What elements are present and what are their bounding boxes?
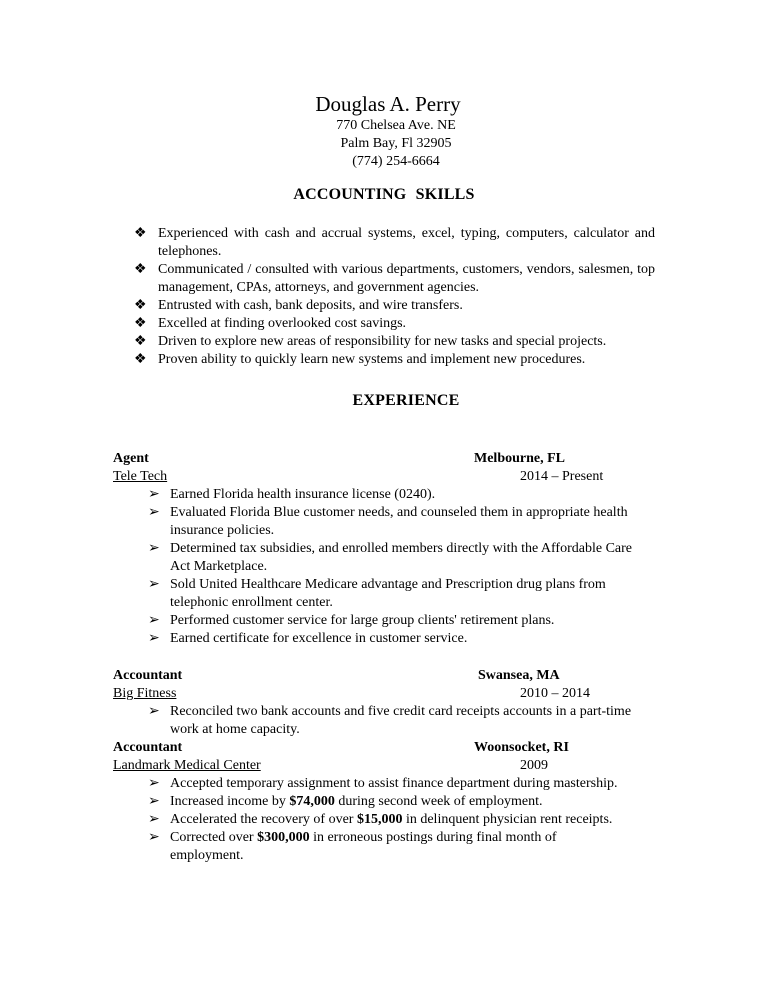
list-item: ➢ Performed customer service for large group clients' retirement plans. xyxy=(148,613,555,628)
skills-list xyxy=(134,225,655,369)
arrow-bullet-icon: ➢ xyxy=(148,541,160,556)
list-item: ➢ Increased income by $74,000 during second week of employment. xyxy=(148,794,543,809)
job-company: Tele Tech xyxy=(113,469,168,484)
skill-item: ❖ Experienced with cash and accrual systems, excel, typing, computers, calculator and telephones. xyxy=(134,226,655,259)
skill-item: ❖ Proven ability to quickly learn new systems and implement new procedures. xyxy=(134,352,586,367)
job-company: Big Fitness xyxy=(113,686,177,701)
list-item: ➢ Reconciled two bank accounts and five credit card receipts accounts in a part-time work at home capacity. xyxy=(148,704,632,737)
job-bullets xyxy=(148,486,648,648)
skill-item: ❖ Communicated / consulted with various departments, customers, vendors, salesmen, top management, CPAs, attorneys, and government agencies. xyxy=(134,262,655,295)
address-line-1: 770 Chelsea Ave. NE xyxy=(336,118,456,133)
list-item: ➢ Earned Florida health insurance license (0240). xyxy=(148,487,436,502)
arrow-bullet-icon: ➢ xyxy=(148,830,160,845)
job-company: Landmark Medical Center xyxy=(113,758,261,773)
job-title: Accountant xyxy=(113,668,183,683)
diamond-bullet-icon: ❖ xyxy=(134,262,147,277)
list-item: ➢ Corrected over $300,000 in erroneous postings during final month of employment. xyxy=(148,830,557,863)
arrow-bullet-icon: ➢ xyxy=(148,704,160,719)
job-location: Melbourne, FL xyxy=(474,451,565,466)
job-dates: 2009 xyxy=(520,758,548,773)
arrow-bullet-icon: ➢ xyxy=(148,794,160,809)
list-item: ➢ Earned certificate for excellence in customer service. xyxy=(148,631,468,646)
job-bullets xyxy=(148,703,648,739)
skill-item: ❖ Excelled at finding overlooked cost savings. xyxy=(134,316,407,331)
skill-item: ❖ Entrusted with cash, bank deposits, and wire transfers. xyxy=(134,298,463,313)
address-line-2: Palm Bay, Fl 32905 xyxy=(340,136,452,151)
phone-number: (774) 254-6664 xyxy=(352,154,440,169)
diamond-bullet-icon: ❖ xyxy=(134,298,147,313)
list-item: ➢ Evaluated Florida Blue customer needs, and counseled them in appropriate health insurance policies. xyxy=(148,505,628,538)
diamond-bullet-icon: ❖ xyxy=(134,316,147,331)
arrow-bullet-icon: ➢ xyxy=(148,812,160,827)
arrow-bullet-icon: ➢ xyxy=(148,631,160,646)
list-item: ➢ Determined tax subsidies, and enrolled members directly with the Affordable Care Act Marketplace. xyxy=(148,541,632,574)
job-location: Woonsocket, RI xyxy=(474,740,569,755)
skills-heading: ACCOUNTING SKILLS xyxy=(293,186,475,203)
experience-heading: EXPERIENCE xyxy=(352,392,460,409)
list-item: ➢ Sold United Healthcare Medicare advantage and Prescription drug plans from telephonic enrollment center. xyxy=(148,577,606,610)
job-header xyxy=(113,450,608,486)
arrow-bullet-icon: ➢ xyxy=(148,487,160,502)
arrow-bullet-icon: ➢ xyxy=(148,577,160,592)
diamond-bullet-icon: ❖ xyxy=(134,334,147,349)
job-title: Agent xyxy=(113,451,149,466)
list-item: ➢ Accelerated the recovery of over $15,000 in delinquent physician rent receipts. xyxy=(148,812,613,827)
job-title: Accountant xyxy=(113,740,183,755)
job-bullets xyxy=(148,775,648,865)
diamond-bullet-icon: ❖ xyxy=(134,226,147,241)
job-dates: 2014 – Present xyxy=(520,469,604,484)
job-header xyxy=(113,667,608,703)
arrow-bullet-icon: ➢ xyxy=(148,776,160,791)
candidate-name: Douglas A. Perry xyxy=(315,92,461,116)
diamond-bullet-icon: ❖ xyxy=(134,352,147,367)
job-location: Swansea, MA xyxy=(478,668,560,683)
job-header xyxy=(113,739,608,775)
job-dates: 2010 – 2014 xyxy=(520,686,590,701)
arrow-bullet-icon: ➢ xyxy=(148,505,160,520)
skill-item: ❖ Driven to explore new areas of responsibility for new tasks and special projects. xyxy=(134,334,607,349)
list-item: ➢ Accepted temporary assignment to assist finance department during mastership. xyxy=(148,776,618,791)
arrow-bullet-icon: ➢ xyxy=(148,613,160,628)
